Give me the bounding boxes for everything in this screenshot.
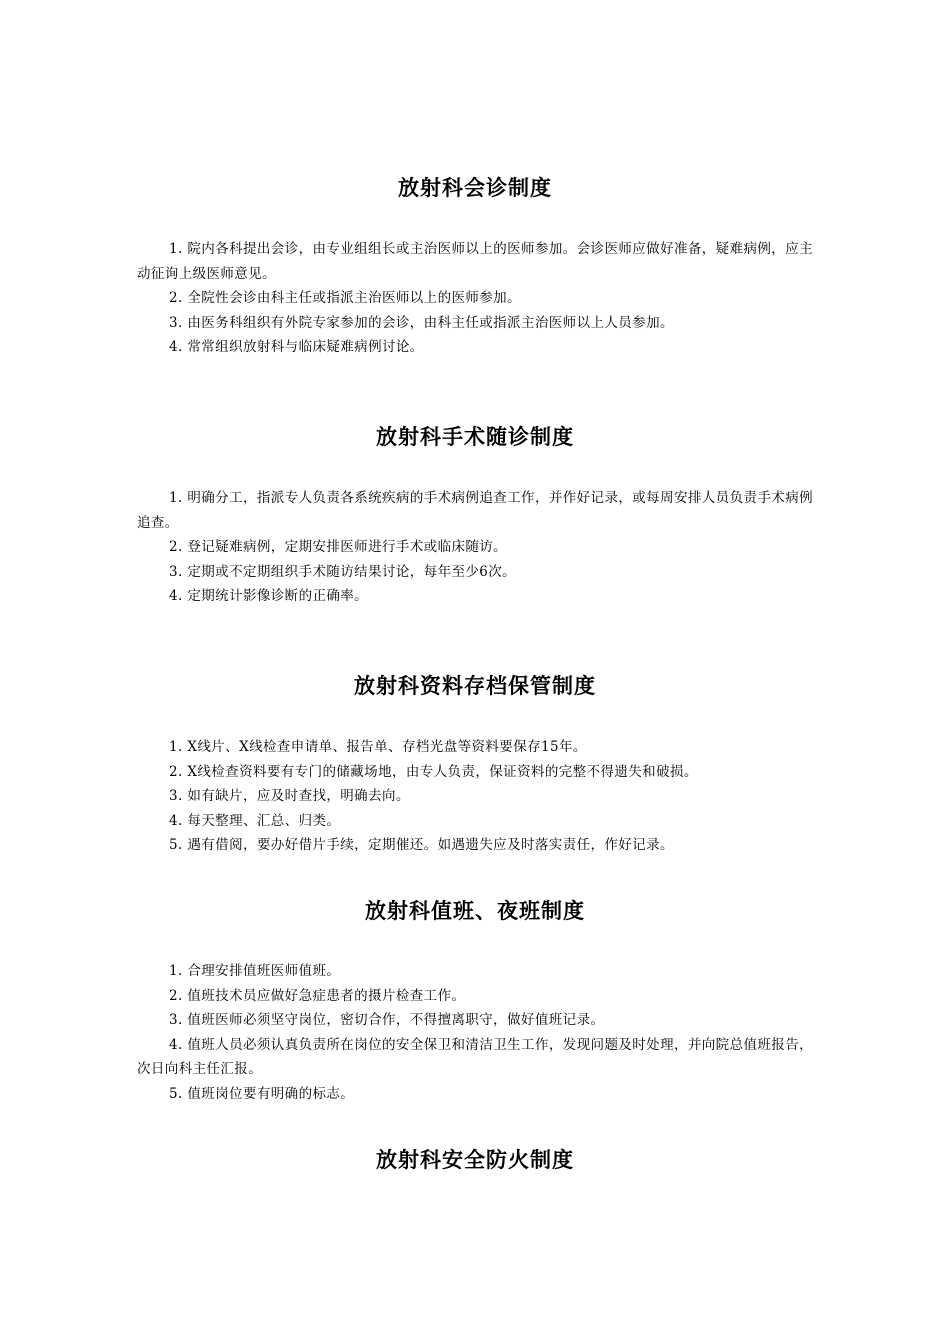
section-title: 放射科手术随诊制度: [376, 424, 574, 449]
list-item: 2. 值班技术员应做好急症患者的摄片检查工作。: [169, 987, 466, 1004]
list-item: 3. 值班医师必须坚守岗位，密切合作，不得擅离职守，做好值班记录。: [169, 1012, 605, 1028]
list-item: 2. 登记疑难病例，定期安排医师进行手术或临床随访。: [169, 539, 508, 555]
list-item: 4. 值班人员必须认真负责所在岗位的安全保卫和清洁卫生工作，发现问题及时处理，并向院总值班报告，次日向科主任汇报。: [137, 1036, 813, 1077]
list-item: 1. 明确分工，指派专人负责各系统疾病的手术病例追查工作，并作好记录，或每周安排人员负责手术病例追查。: [137, 490, 813, 531]
list-item: 4. 定期统计影像诊断的正确率。: [169, 588, 369, 604]
section-fire-safety: [137, 1145, 813, 1175]
list-item: 1. 院内各科提出会诊，由专业组组长或主治医师以上的医师参加。会诊医师应做好准备，疑难病例，应主动征询上级医师意见。: [137, 241, 813, 282]
section-items: [137, 959, 813, 1106]
list-item: 2. X线检查资料要有专门的储藏场地，由专人负责，保证资料的完整不得遗失和破损。: [169, 763, 698, 780]
section-items: [137, 237, 813, 360]
list-item: 3. 定期或不定期组织手术随访结果讨论，每年至少6次。: [169, 563, 517, 580]
list-item: 1. X线片、X线检查申请单、报告单、存档光盘等资料要保存15年。: [169, 739, 587, 755]
section-night-shift: [137, 896, 813, 1102]
list-item: 5. 遇有借阅，要办好借片手续，定期催还。如遇遗失应及时落实责任，作好记录。: [169, 837, 674, 853]
section-consultation: [137, 173, 813, 355]
list-item: 3. 由医务科组织有外院专家参加的会诊，由科主任或指派主治医师以上人员参加。: [169, 314, 674, 331]
section-surgery-followup: [137, 422, 813, 604]
section-title: 放射科安全防火制度: [376, 1147, 574, 1172]
section-title: 放射科值班、夜班制度: [365, 898, 585, 923]
section-items: [137, 735, 813, 858]
list-item: 2. 全院性会诊由科主任或指派主治医师以上的医师参加。: [169, 290, 521, 306]
list-item: 4. 常常组织放射科与临床疑难病例讨论。: [169, 339, 424, 355]
list-item: 1. 合理安排值班医师值班。: [169, 963, 341, 979]
list-item: 3. 如有缺片，应及时查找，明确去向。: [169, 788, 410, 804]
list-item: 4. 每天整理、汇总、归类。: [169, 812, 341, 829]
section-archive: [137, 671, 813, 853]
section-items: [137, 486, 813, 609]
section-title: 放射科会诊制度: [398, 175, 552, 200]
list-item: 5. 值班岗位要有明确的标志。: [169, 1085, 355, 1102]
section-title: 放射科资料存档保管制度: [354, 673, 596, 698]
